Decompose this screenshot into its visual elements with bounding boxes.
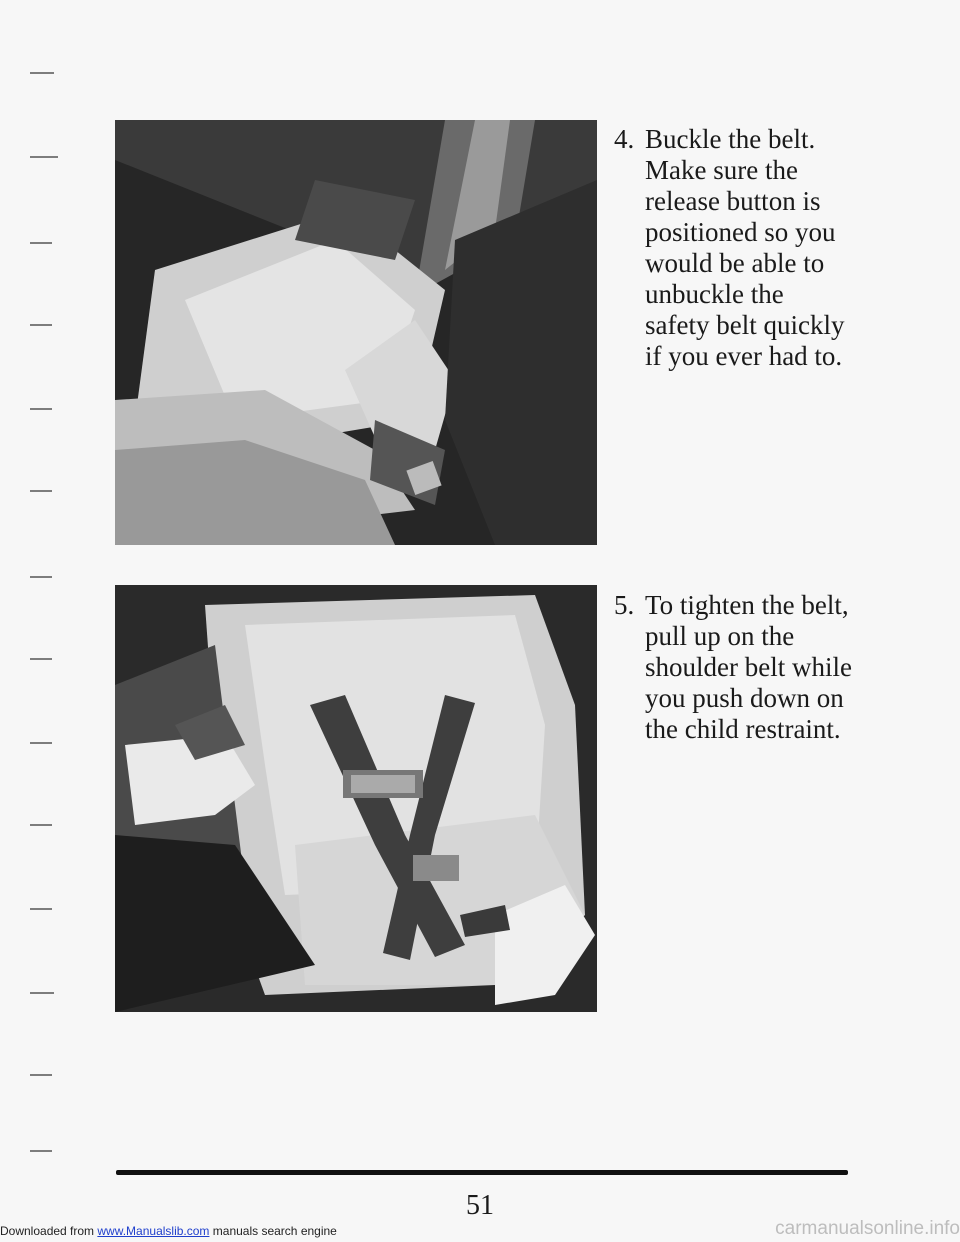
step-4-instruction xyxy=(614,124,854,372)
step-number: 4. xyxy=(614,124,635,154)
step-5-instruction xyxy=(614,590,854,745)
manualslib-link[interactable]: www.Manualslib.com xyxy=(97,1224,210,1238)
step-text: To tighten the belt, pull up on the shoulder belt while you push down on the child restraint. xyxy=(645,590,852,744)
footer-prefix: Downloaded from xyxy=(0,1224,98,1238)
page-number: 51 xyxy=(466,1190,494,1221)
tighten-belt-illustration xyxy=(115,585,597,1012)
footer-suffix: manuals search engine xyxy=(209,1224,337,1238)
footer-rule xyxy=(116,1170,848,1175)
step-text: Buckle the belt. Make sure the release button is positioned so you would be able to unbuckle the safety belt quickly if you ever had to. xyxy=(645,124,845,371)
step-number: 5. xyxy=(614,590,635,620)
page-edge-marks xyxy=(30,0,90,1242)
download-footer xyxy=(0,1222,337,1242)
buckle-belt-illustration xyxy=(115,120,597,545)
site-watermark: carmanualsonline.info xyxy=(775,1218,960,1239)
